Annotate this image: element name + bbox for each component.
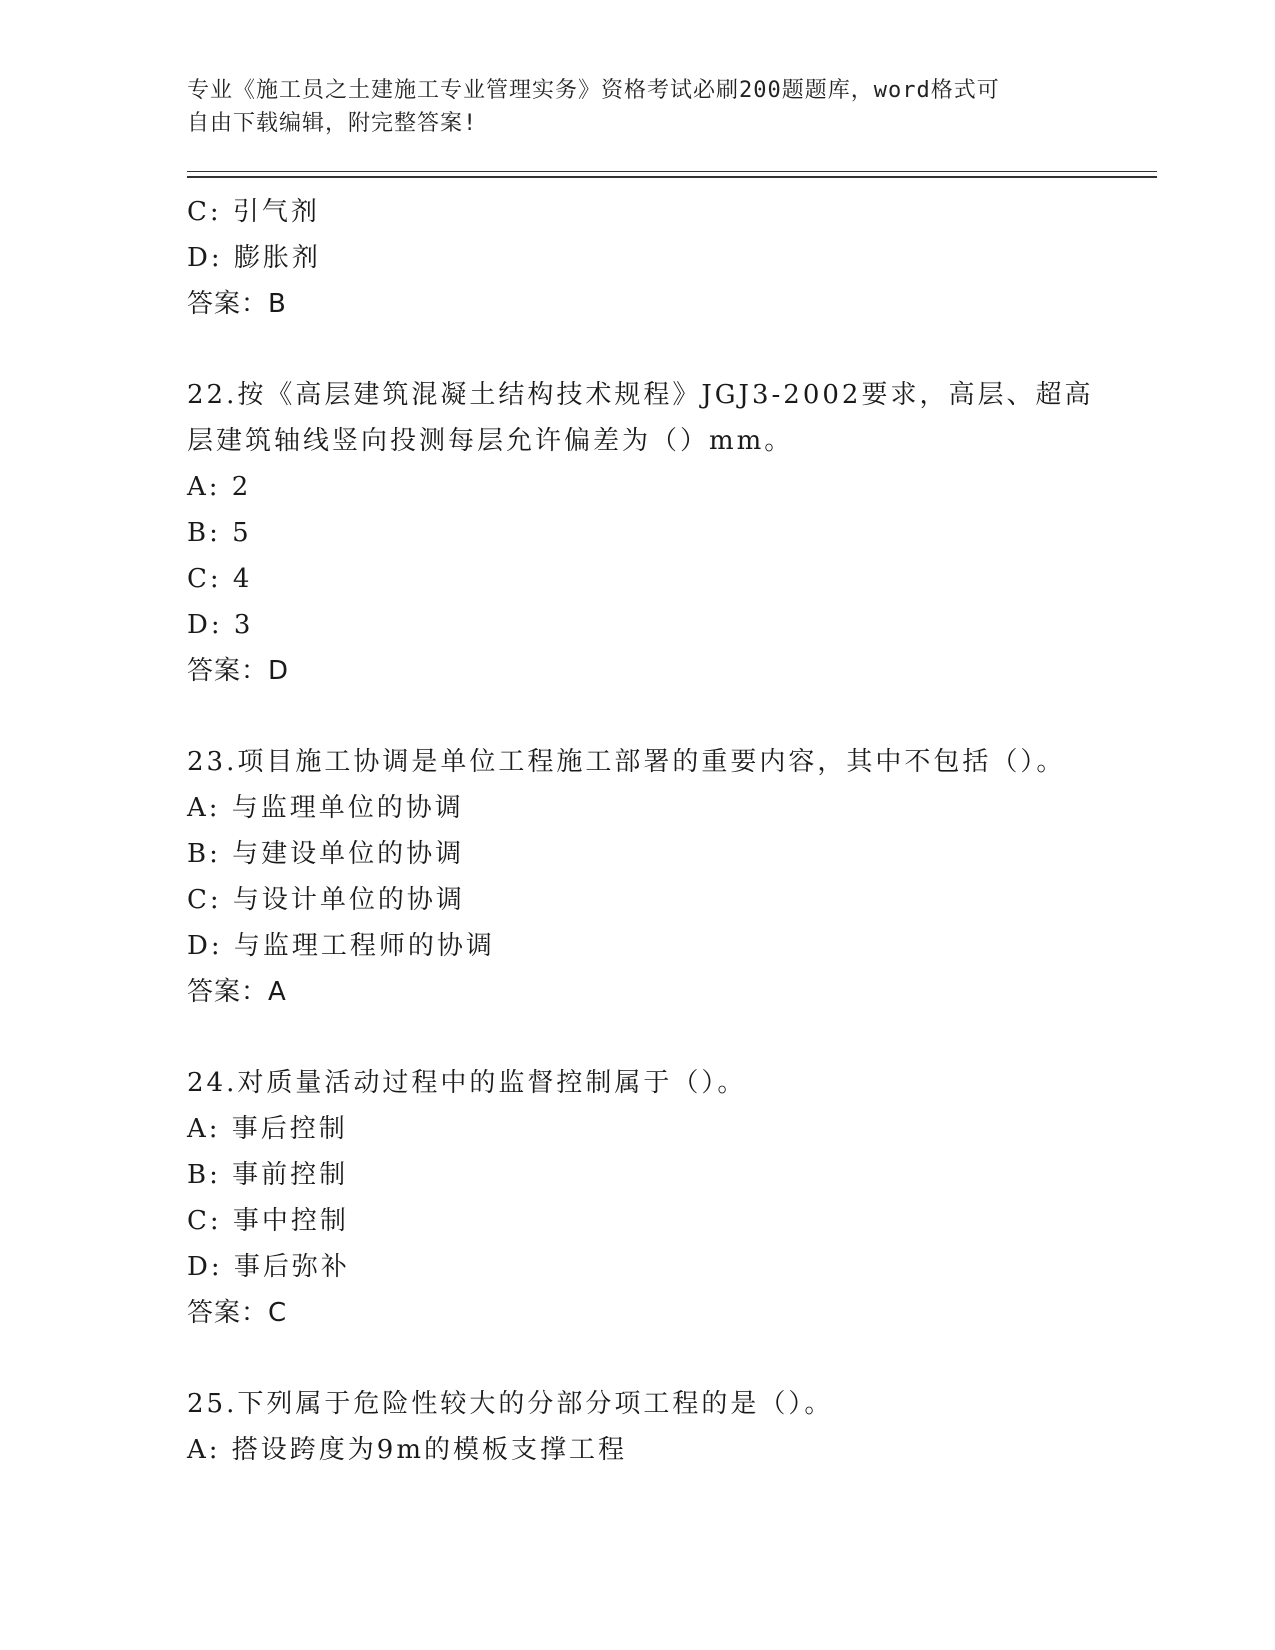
- option-d: D: 与监理工程师的协调: [187, 931, 495, 961]
- answer-line: 答案：A: [187, 977, 287, 1007]
- spacer: [187, 327, 1087, 372]
- question-21-tail: [187, 189, 1087, 327]
- spacer: [187, 1015, 1087, 1060]
- header-rule-thin: [187, 171, 1157, 172]
- header-line-1: 专业《施工员之土建施工专业管理实务》资格考试必刷200题题库，word格式可: [187, 78, 1000, 103]
- question-stem: 22.按《高层建筑混凝土结构技术规程》JGJ3-2002要求，高层、超高: [187, 380, 1094, 410]
- option-d: D: 膨胀剂: [187, 243, 321, 273]
- question-24: [187, 1060, 1087, 1336]
- option-a: A: 与监理单位的协调: [187, 793, 464, 823]
- header-rule-thick: [187, 176, 1157, 178]
- option-c: C: 引气剂: [187, 197, 320, 227]
- option-c: C: 事中控制: [187, 1206, 349, 1236]
- option-c: C: 与设计单位的协调: [187, 885, 465, 915]
- header-line-2: 自由下载编辑，附完整答案!: [187, 111, 478, 136]
- option-c: C: 4: [187, 564, 253, 594]
- option-a: A: 搭设跨度为9m的模板支撑工程: [187, 1435, 627, 1465]
- question-23: [187, 739, 1087, 1015]
- answer-line: 答案：D: [187, 656, 290, 686]
- spacer: [187, 694, 1087, 739]
- option-d: D: 3: [187, 610, 254, 640]
- question-22: [187, 372, 1094, 694]
- option-b: B: 事前控制: [187, 1160, 349, 1190]
- question-stem: 层建筑轴线竖向投测每层允许偏差为（）mm。: [187, 426, 794, 456]
- option-d: D: 事后弥补: [187, 1252, 350, 1282]
- option-b: B: 与建设单位的协调: [187, 839, 465, 869]
- answer-line: 答案：B: [187, 289, 287, 319]
- spacer: [187, 1336, 1087, 1381]
- question-stem: 24.对质量活动过程中的监督控制属于（）。: [187, 1068, 747, 1098]
- question-stem: 25.下列属于危险性较大的分部分项工程的是（）。: [187, 1389, 834, 1419]
- question-stem: 23.项目施工协调是单位工程施工部署的重要内容，其中不包括（）。: [187, 747, 1066, 777]
- question-25: [187, 1381, 1087, 1473]
- document-header: [187, 74, 1067, 140]
- option-a: A: 事后控制: [187, 1114, 348, 1144]
- document-body: [187, 189, 1094, 1473]
- option-a: A: 2: [187, 472, 252, 502]
- option-b: B: 5: [187, 518, 252, 548]
- answer-line: 答案：C: [187, 1298, 288, 1328]
